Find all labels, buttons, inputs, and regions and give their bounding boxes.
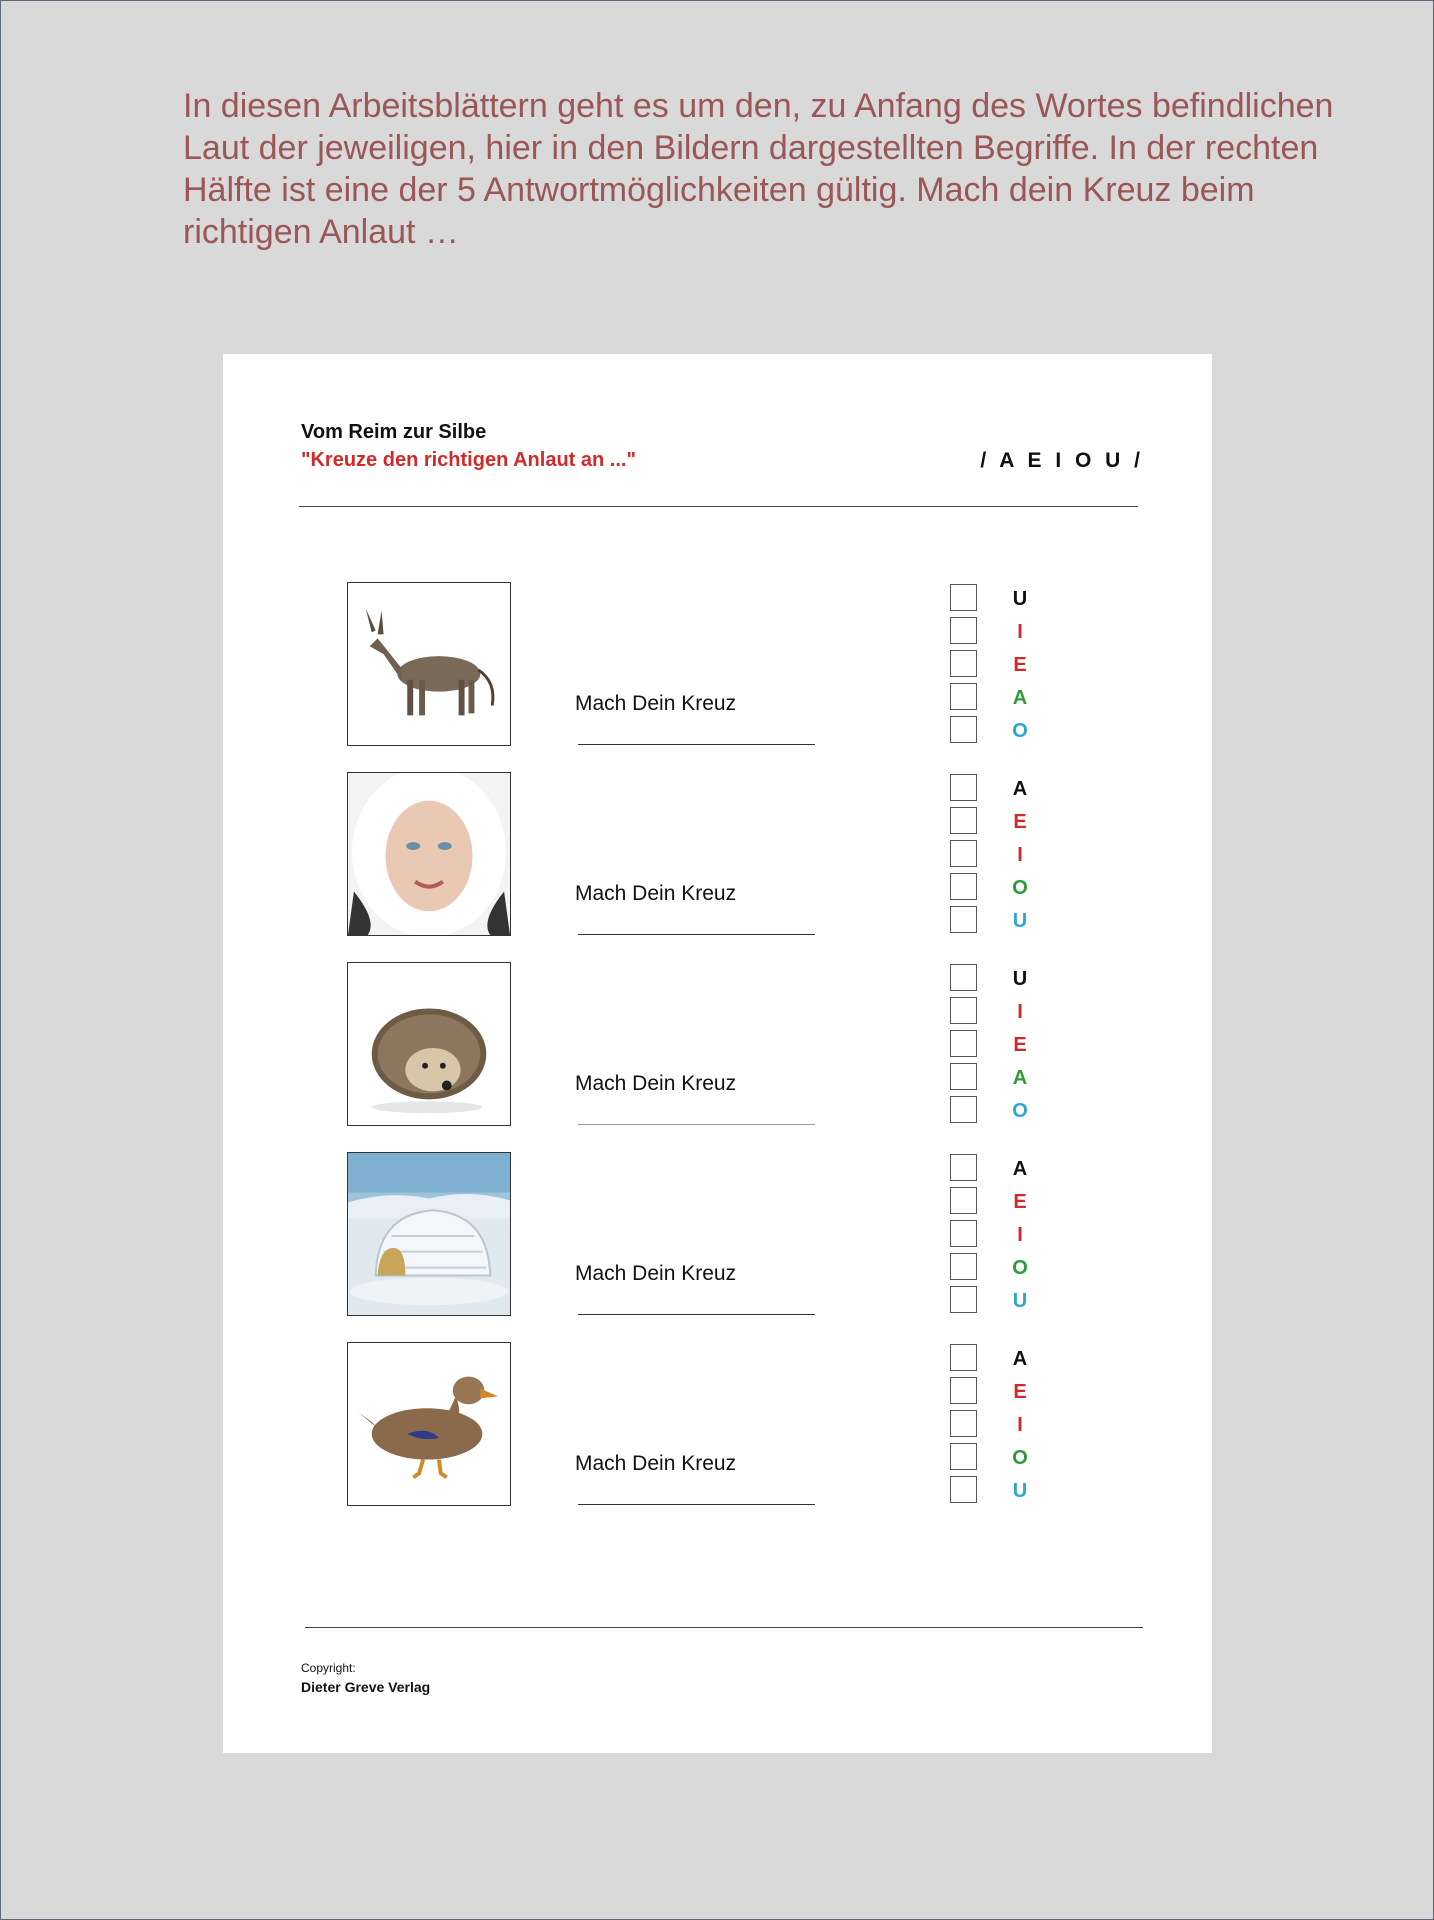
letter-e: E xyxy=(1013,1381,1027,1403)
header-divider xyxy=(299,506,1138,507)
mark-label: Mach Dein Kreuz xyxy=(575,882,737,905)
letter-a: A xyxy=(1012,1348,1028,1370)
checkbox-u[interactable] xyxy=(950,1476,977,1503)
letter-a: A xyxy=(1012,778,1028,800)
exercise-row-5 xyxy=(223,1342,1212,1507)
checkbox-e[interactable] xyxy=(950,1030,977,1057)
letter-o: O xyxy=(1012,1447,1028,1469)
checkbox-o[interactable] xyxy=(950,716,977,743)
checkbox-e[interactable] xyxy=(950,1377,977,1404)
exercise-row-1 xyxy=(223,582,1212,747)
donkey-picture xyxy=(347,582,511,746)
mark-label: Mach Dein Kreuz xyxy=(575,1262,737,1285)
letter-i: I xyxy=(1017,1224,1023,1246)
checkbox-u[interactable] xyxy=(950,964,977,991)
checkbox-e[interactable] xyxy=(950,807,977,834)
letter-e: E xyxy=(1013,654,1027,676)
letter-i: I xyxy=(1017,1001,1023,1023)
checkbox-a[interactable] xyxy=(950,1344,977,1371)
publisher-name: Dieter Greve Verlag xyxy=(301,1679,431,1695)
letter-e: E xyxy=(1013,1191,1027,1213)
letter-a: A xyxy=(1012,1067,1028,1089)
vowel-set: / A E I O U / xyxy=(980,449,1144,472)
exercise-row-4 xyxy=(223,1152,1212,1317)
checkbox-o[interactable] xyxy=(950,1253,977,1280)
letter-o: O xyxy=(1012,1257,1028,1279)
checkbox-u[interactable] xyxy=(950,584,977,611)
checkbox-i[interactable] xyxy=(950,617,977,644)
checkbox-group xyxy=(950,584,977,749)
letter-o: O xyxy=(1012,877,1028,899)
copyright-label: Copyright: xyxy=(301,1661,356,1675)
checkbox-u[interactable] xyxy=(950,906,977,933)
checkbox-i[interactable] xyxy=(950,997,977,1024)
checkbox-e[interactable] xyxy=(950,1187,977,1214)
letter-e: E xyxy=(1013,1034,1027,1056)
letter-o: O xyxy=(1012,720,1028,742)
letter-u: U xyxy=(1012,910,1028,932)
checkbox-o[interactable] xyxy=(950,873,977,900)
answer-line xyxy=(578,1314,815,1315)
exercise-row-2 xyxy=(223,772,1212,937)
letter-e: E xyxy=(1013,811,1027,833)
checkbox-u[interactable] xyxy=(950,1286,977,1313)
letter-a: A xyxy=(1012,687,1028,709)
checkbox-a[interactable] xyxy=(950,774,977,801)
checkbox-o[interactable] xyxy=(950,1443,977,1470)
intro-text: In diesen Arbeitsblättern geht es um den, zu Anfang des Wortes befindlichen Laut der jeweiligen, hier in den Bildern dargestellten Begriffe. In der rechten Hälfte ist eine der 5 Antwortmöglichkeiten gültig. Mach dein Kreuz beim richtigen Anlaut … xyxy=(183,87,1334,251)
checkbox-a[interactable] xyxy=(950,683,977,710)
checkbox-a[interactable] xyxy=(950,1154,977,1181)
letter-column xyxy=(1005,774,1035,939)
mark-label: Mach Dein Kreuz xyxy=(575,1452,737,1475)
letter-u: U xyxy=(1012,1290,1028,1312)
mark-label: Mach Dein Kreuz xyxy=(575,1072,737,1095)
answer-line xyxy=(578,1124,815,1125)
checkbox-group xyxy=(950,774,977,939)
checkbox-i[interactable] xyxy=(950,840,977,867)
checkbox-i[interactable] xyxy=(950,1220,977,1247)
answer-line xyxy=(578,934,815,935)
checkbox-i[interactable] xyxy=(950,1410,977,1437)
letter-column xyxy=(1005,1154,1035,1319)
letter-u: U xyxy=(1012,968,1028,990)
worksheet-instruction: "Kreuze den richtigen Anlaut an ..." xyxy=(301,449,636,471)
answer-line xyxy=(578,1504,815,1505)
checkbox-a[interactable] xyxy=(950,1063,977,1090)
checkbox-o[interactable] xyxy=(950,1096,977,1123)
letter-column xyxy=(1005,964,1035,1129)
hedgehog-picture xyxy=(347,962,511,1126)
answer-line xyxy=(578,744,815,745)
letter-i: I xyxy=(1017,1414,1023,1436)
letter-i: I xyxy=(1017,621,1023,643)
duck-picture xyxy=(347,1342,511,1506)
letter-column xyxy=(1005,584,1035,749)
letter-i: I xyxy=(1017,844,1023,866)
mark-label: Mach Dein Kreuz xyxy=(575,692,737,715)
footer-divider xyxy=(305,1627,1143,1628)
checkbox-e[interactable] xyxy=(950,650,977,677)
igloo-picture xyxy=(347,1152,511,1316)
worksheet-title: Vom Reim zur Silbe xyxy=(301,421,487,443)
letter-a: A xyxy=(1012,1158,1028,1180)
letter-o: O xyxy=(1012,1100,1028,1122)
checkbox-group xyxy=(950,1154,977,1319)
eskimo-woman-picture xyxy=(347,772,511,936)
letter-u: U xyxy=(1012,1480,1028,1502)
worksheet xyxy=(223,354,1212,1753)
letter-u: U xyxy=(1012,588,1028,610)
checkbox-group xyxy=(950,1344,977,1509)
letter-column xyxy=(1005,1344,1035,1509)
checkbox-group xyxy=(950,964,977,1129)
exercise-row-3 xyxy=(223,962,1212,1127)
